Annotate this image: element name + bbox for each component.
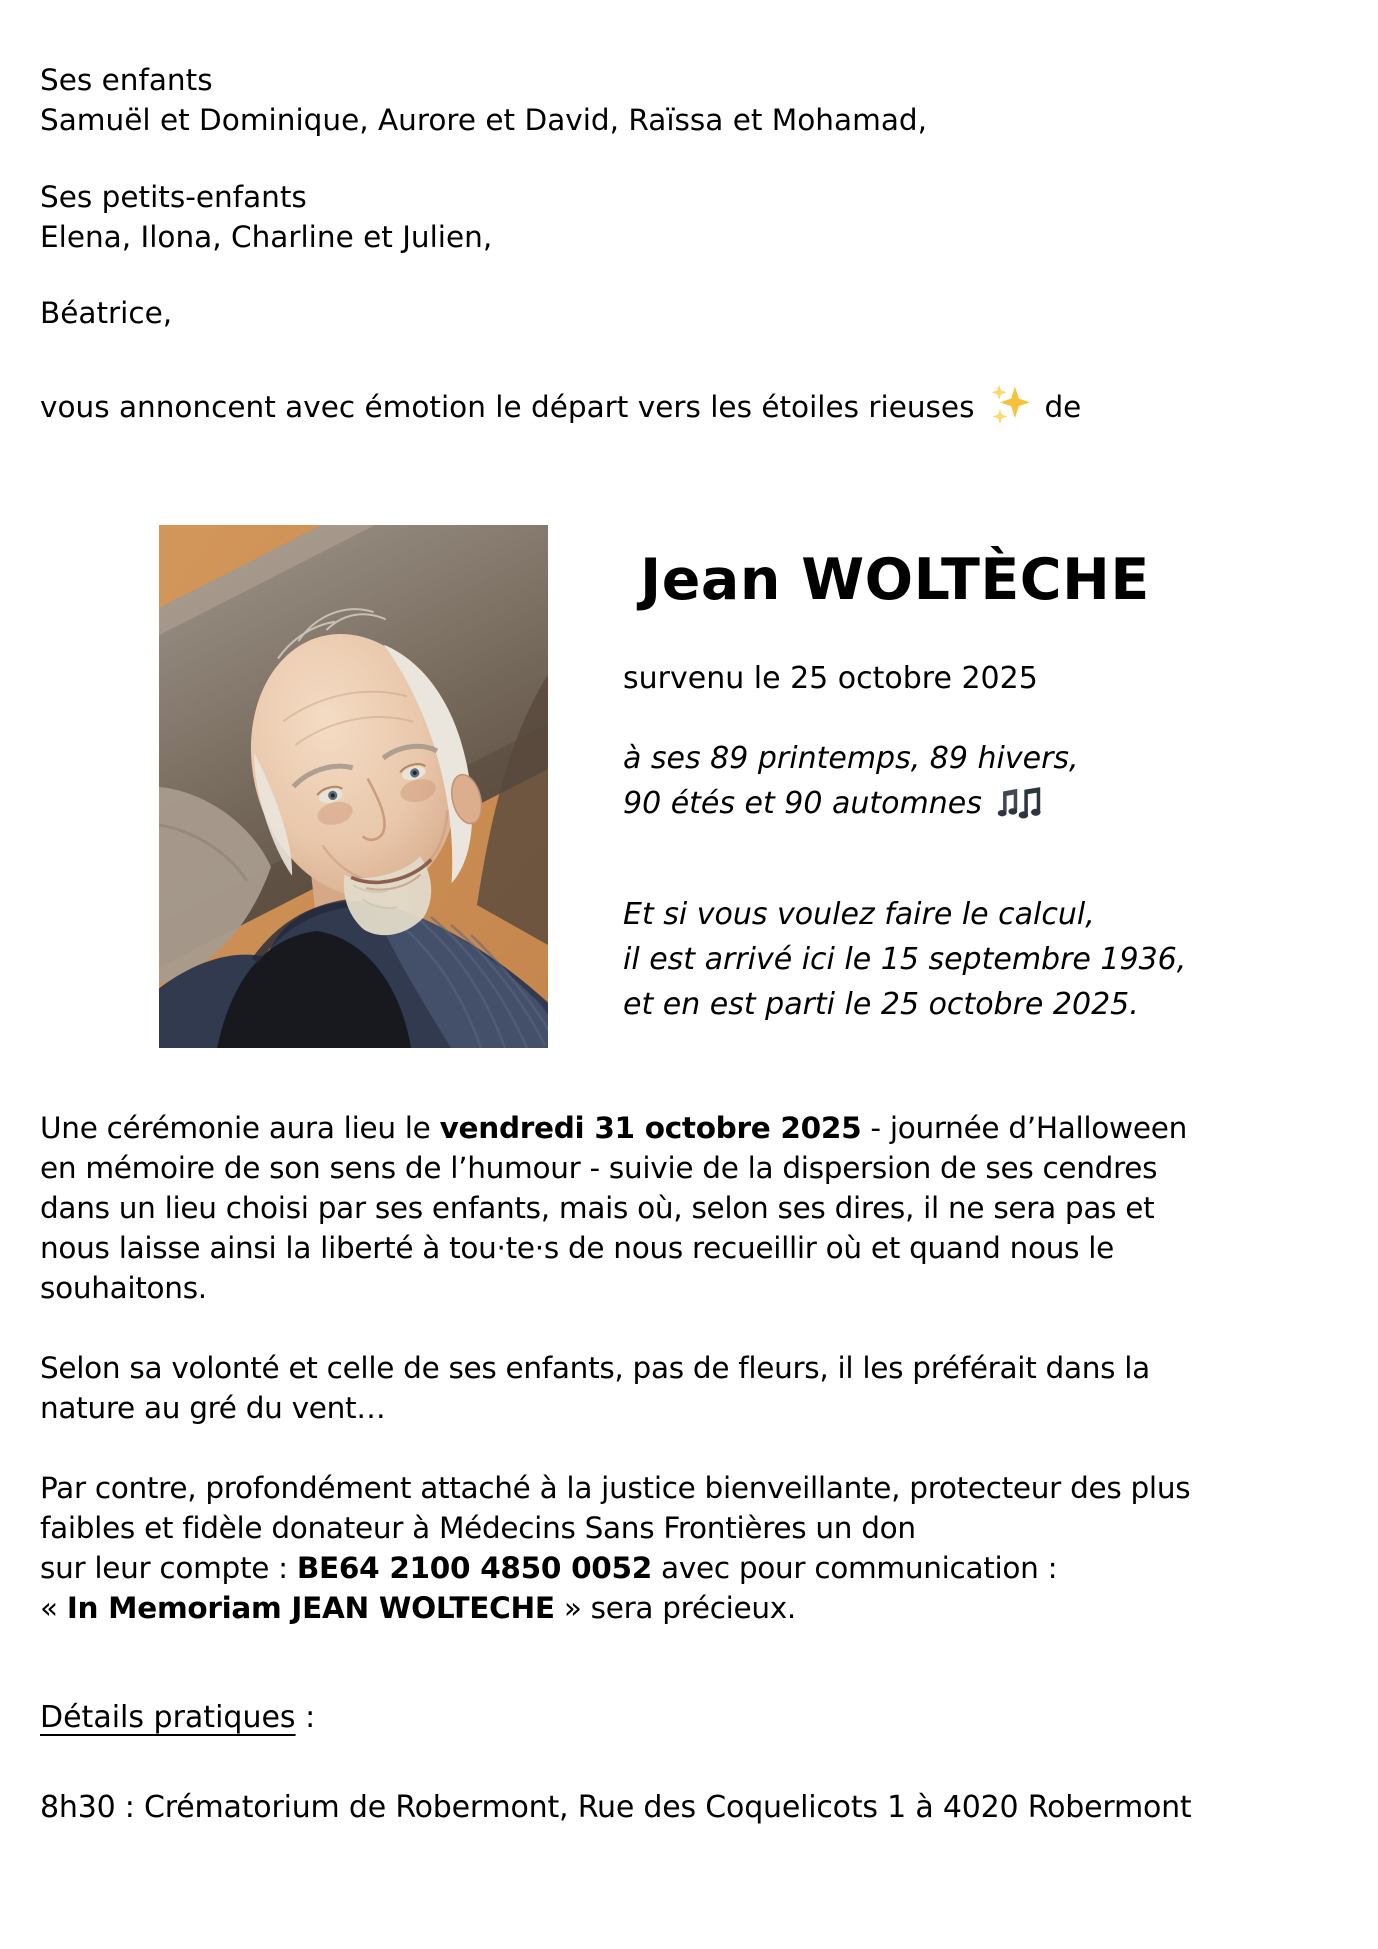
grandchildren-group [40, 177, 492, 257]
flowers-paragraph [40, 1348, 1150, 1428]
ceremony-paragraph [40, 1108, 1187, 1308]
schedule-line: 8h30 : Crématorium de Robermont, Rue des Coquelicots 1 à 4020 Robermont [40, 1790, 1192, 1825]
announcement-line [40, 384, 1081, 434]
calc-line-3: et en est parti le 25 octobre 2025. [623, 987, 1139, 1022]
practical-details-underlined: Détails pratiques [40, 1700, 296, 1735]
portrait-photo [159, 525, 548, 1048]
age-verse [623, 736, 1079, 836]
partner-name: Béatrice, [40, 296, 173, 330]
ceremony-line-4: nous laisse ainsi la liberté à tou·te·s de nous recueillir où et quand nous le [40, 1231, 1115, 1265]
practical-details-colon: : [295, 1700, 316, 1735]
deceased-name: Jean WOLTÈCHE [640, 547, 1150, 613]
ceremony-line-5: souhaitons. [40, 1271, 207, 1305]
donation-line-4: « In Memoriam JEAN WOLTECHE » sera précieux. [40, 1591, 797, 1625]
donation-line-1: Par contre, profondément attaché à la justice bienveillante, protecteur des plus [40, 1471, 1191, 1505]
flowers-line-2: nature au gré du vent… [40, 1391, 386, 1425]
musical-notes-icon [996, 783, 1042, 836]
children-label: Ses enfants [40, 63, 213, 97]
calc-line-2: il est arrivé ici le 15 septembre 1936, [623, 942, 1187, 977]
ceremony-line-3: dans un lieu choisi par ses enfants, mais où, selon ses dires, il ne sera pas et [40, 1191, 1155, 1225]
donation-iban-bold: BE64 2100 4850 0052 [296, 1551, 652, 1585]
calc-verse [623, 892, 1186, 1027]
flowers-line-1: Selon sa volonté et celle de ses enfants, pas de fleurs, il les préférait dans la [40, 1351, 1150, 1385]
children-names: Samuël et Dominique, Aurore et David, Raïssa et Mohamad, [40, 103, 928, 137]
grandchildren-names: Elena, Ilona, Charline et Julien, [40, 220, 493, 254]
announcement-suffix: de [1044, 390, 1082, 424]
grandchildren-label: Ses petits-enfants [40, 180, 307, 214]
donation-paragraph [40, 1468, 1190, 1628]
announcement-text: vous annoncent avec émotion le départ vers les étoiles rieuses [40, 390, 975, 424]
donation-memo-bold: In Memoriam JEAN WOLTECHE [66, 1591, 555, 1625]
ceremony-line-2: en mémoire de son sens de l’humour - suivie de la dispersion de ses cendres [40, 1151, 1158, 1185]
death-date-line: survenu le 25 octobre 2025 [623, 661, 1038, 696]
sparkles-icon [990, 384, 1030, 434]
children-group [40, 60, 927, 140]
age-line-1: à ses 89 printemps, 89 hivers, [623, 741, 1079, 776]
donation-line-3: sur leur compte : BE64 2100 4850 0052 avec pour communication : [40, 1551, 1058, 1585]
age-line-2: 90 étés et 90 automnes [623, 781, 1079, 836]
donation-line-2: faibles et fidèle donateur à Médecins Sans Frontières un don [40, 1511, 916, 1545]
calc-line-1: Et si vous voulez faire le calcul, [623, 897, 1095, 932]
ceremony-line-1: Une cérémonie aura lieu le vendredi 31 octobre 2025 - journée d’Halloween [40, 1111, 1187, 1145]
practical-details-heading [40, 1698, 315, 1738]
ceremony-date-bold: vendredi 31 octobre 2025 [439, 1111, 862, 1145]
